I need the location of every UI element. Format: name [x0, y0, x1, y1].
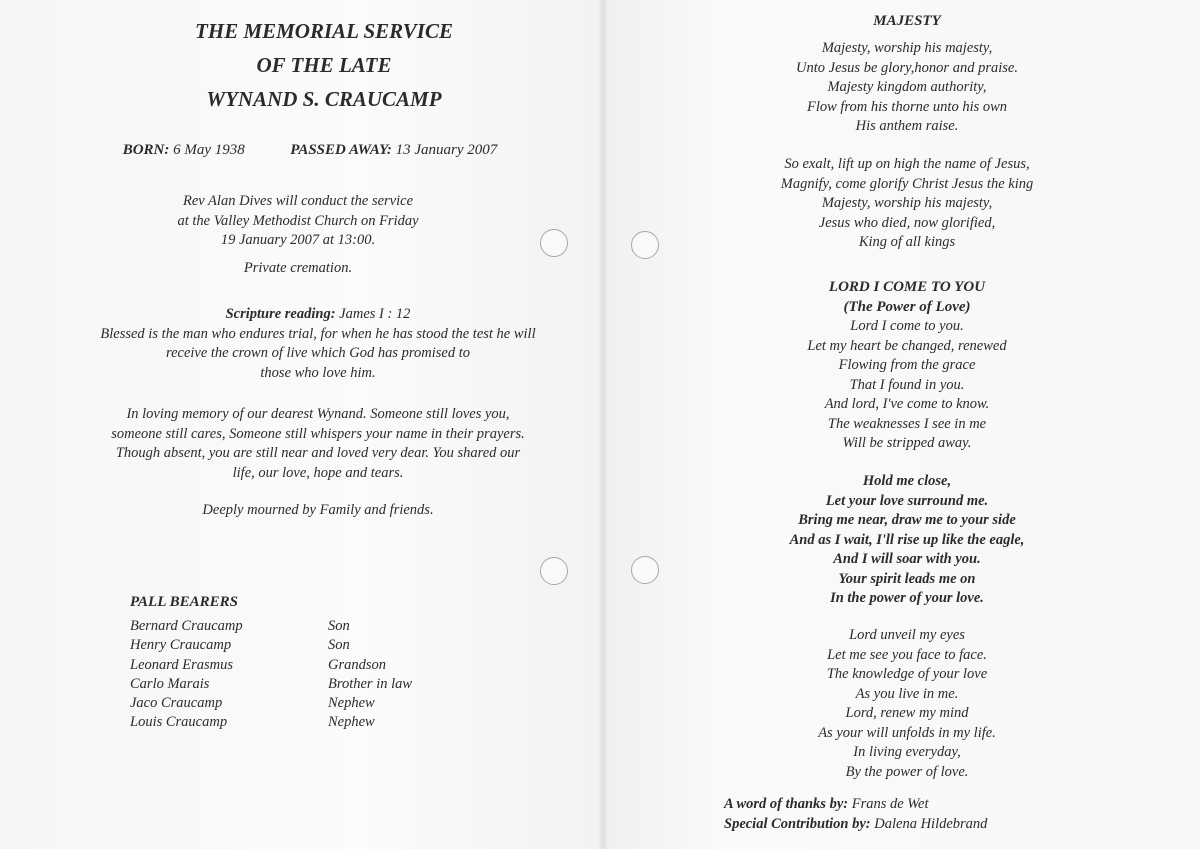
- lyric-line: The weaknesses I see in me: [827, 415, 987, 432]
- lyric-line: Jesus who died, now glorified,: [818, 214, 996, 231]
- pall-bearer-name: Carlo Marais: [130, 675, 210, 692]
- majesty-verse-2: [603, 155, 1200, 253]
- thanks-name: Frans de Wet: [851, 796, 929, 812]
- lyric-line: Will be stripped away.: [842, 435, 972, 451]
- scripture-block: [0, 305, 636, 383]
- pall-bearer-name: Henry Craucamp: [130, 637, 232, 654]
- passed-label: PASSED AWAY:: [290, 142, 392, 158]
- lyric-line: Majesty, worship his majesty,: [821, 40, 993, 56]
- lord-subtitle: (The Power of Love): [843, 298, 971, 315]
- pall-bearer-relation: Son: [328, 637, 350, 654]
- lyric-line: Lord I come to you.: [850, 318, 964, 334]
- punch-hole-icon: [631, 556, 659, 584]
- pall-bearer-relation: Son: [328, 618, 350, 634]
- lyric-line: And lord, I've come to know.: [824, 396, 990, 412]
- dates-line: [0, 141, 620, 161]
- memory-line-2: someone still cares, Someone still whispers your name in their prayers.: [111, 425, 525, 442]
- scripture-line-1: Blessed is the man who endures trial, for when he has stood the test he will: [100, 325, 536, 342]
- thanks-label: A word of thanks by:: [724, 796, 849, 812]
- pall-bearer-name: Bernard Craucamp: [130, 618, 243, 634]
- lord-verse-2: [603, 626, 1200, 782]
- chorus: [603, 472, 1200, 609]
- memory-line-1: In loving memory of our dearest Wynand. Someone still loves you,: [126, 406, 510, 422]
- chorus-line: Let your love surround me.: [825, 492, 989, 509]
- contribution-line: [724, 815, 987, 835]
- scripture-line-3: those who love him.: [260, 364, 376, 381]
- title-line-3: WYNAND S. CRAUCAMP: [206, 87, 442, 111]
- chorus-line: Bring me near, draw me to your side: [798, 512, 1016, 528]
- lyric-line: Let me see you face to face.: [827, 646, 987, 663]
- pall-bearer-name: Leonard Erasmus: [130, 656, 233, 673]
- born-label: BORN:: [122, 142, 170, 158]
- right-page: [603, 0, 1200, 849]
- lyric-line: His anthem raise.: [855, 118, 959, 134]
- born-value: 6 May 1938: [173, 142, 245, 158]
- scripture-label: Scripture reading:: [225, 306, 336, 322]
- lyric-line: The knowledge of your love: [826, 666, 988, 682]
- pall-bearers-names: [130, 617, 243, 733]
- contribution-name: Dalena Hildebrand: [874, 815, 988, 832]
- chorus-line: And as I wait, I'll rise up like the eagle,: [789, 531, 1025, 548]
- thanks-line: [724, 795, 987, 815]
- lyric-line: In living everyday,: [853, 744, 961, 760]
- lord-title: [603, 278, 1200, 317]
- lyric-line: King of all kings: [858, 234, 956, 250]
- service-details: [0, 192, 596, 251]
- majesty-verse-1: [603, 39, 1200, 137]
- pall-bearers-relations: [328, 617, 412, 733]
- punch-hole-icon: [540, 229, 568, 257]
- scripture-ref: James I : 12: [339, 306, 411, 322]
- majesty-title: MAJESTY: [873, 13, 941, 29]
- memorial-title: [0, 14, 648, 116]
- title-line-1: THE MEMORIAL SERVICE: [195, 19, 453, 43]
- lord-title-text: LORD I COME TO YOU: [828, 279, 986, 295]
- memory-paragraph: [0, 405, 636, 483]
- lyric-line: Flow from his thorne unto his own: [806, 98, 1008, 115]
- passed-value: 13 January 2007: [395, 142, 498, 158]
- pall-bearer-name: Jaco Craucamp: [130, 695, 223, 712]
- lyric-line: Magnify, come glorify Christ Jesus the king: [780, 175, 1034, 192]
- lyric-line: Flowing from the grace: [838, 357, 976, 373]
- pall-bearer-name: Louis Craucamp: [130, 714, 228, 731]
- lyric-line: Lord, renew my mind: [845, 705, 969, 721]
- chorus-line: Your spirit leads me on: [838, 570, 976, 587]
- lyric-line: Unto Jesus be glory,honor and praise.: [796, 59, 1018, 76]
- pall-bearer-relation: Brother in law: [328, 675, 413, 692]
- pall-bearers-heading: PALL BEARERS: [130, 594, 238, 610]
- lyric-line: So exalt, lift up on high the name of Jesus,: [784, 156, 1030, 172]
- contribution-label: Special Contribution by:: [724, 815, 871, 832]
- pall-bearer-relation: Nephew: [328, 714, 375, 731]
- memory-line-4: life, our love, hope and tears.: [232, 464, 404, 481]
- chorus-line: And I will soar with you.: [833, 551, 981, 567]
- cremation-note: Private cremation.: [243, 260, 353, 276]
- chorus-line: In the power of your love.: [830, 590, 984, 606]
- pall-bearer-relation: Grandson: [328, 656, 387, 673]
- lord-verse-1: [603, 317, 1200, 454]
- lyric-line: As your will unfolds in my life.: [818, 724, 996, 741]
- punch-hole-icon: [631, 231, 659, 259]
- lyric-line: As you live in me.: [855, 685, 959, 702]
- lyric-line: Let my heart be changed, renewed: [807, 337, 1007, 354]
- lyric-line: That I found in you.: [849, 376, 965, 393]
- memory-line-3: Though absent, you are still near and loved very dear. You shared our: [115, 445, 521, 461]
- credits: [724, 795, 987, 834]
- scripture-heading: [0, 305, 636, 325]
- service-line-3: 19 January 2007 at 13:00.: [220, 232, 376, 248]
- lyric-line: Majesty, worship his majesty,: [821, 195, 993, 211]
- punch-hole-icon: [540, 557, 568, 585]
- mourned-note: Deeply mourned by Family and friends.: [202, 502, 434, 518]
- service-line-1: Rev Alan Dives will conduct the service: [182, 193, 414, 209]
- pall-bearer-relation: Nephew: [328, 695, 375, 712]
- lyric-line: Majesty kingdom authority,: [827, 79, 987, 95]
- title-line-2: OF THE LATE: [256, 53, 392, 77]
- chorus-line: Hold me close,: [862, 473, 952, 489]
- service-line-2: at the Valley Methodist Church on Friday: [177, 212, 419, 229]
- page-fold: [598, 0, 608, 849]
- lyric-line: By the power of love.: [845, 763, 969, 780]
- scripture-line-2: receive the crown of live which God has promised to: [165, 345, 471, 361]
- lyric-line: Lord unveil my eyes: [849, 627, 965, 643]
